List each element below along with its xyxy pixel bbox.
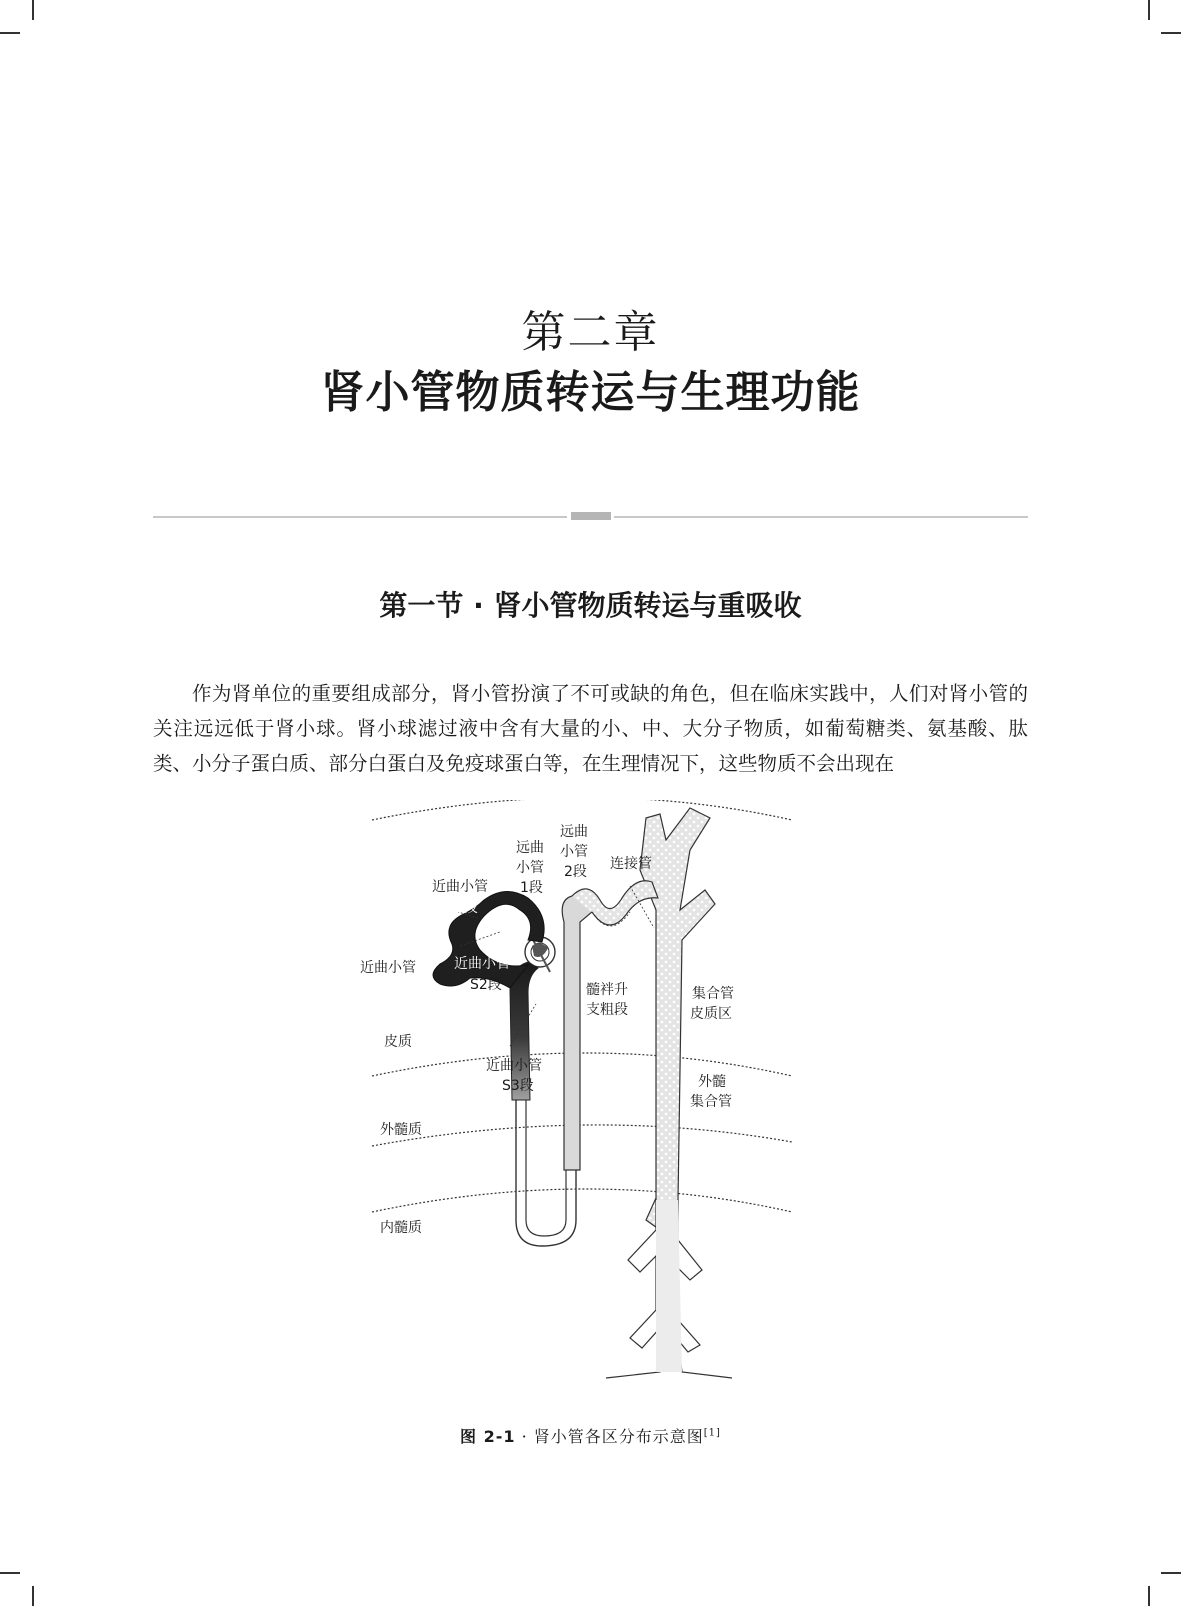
- label-pct-s1: 近曲小管: [432, 879, 488, 895]
- label-dct2-a: 远曲: [560, 824, 588, 840]
- label-outer-medulla: 外髓质: [380, 1122, 422, 1138]
- section-title: 第一节 · 肾小管物质转运与重吸收: [379, 589, 802, 622]
- crop-mark: [1148, 0, 1150, 20]
- label-tal-a: 髓袢升: [586, 982, 628, 998]
- label-dct2-c: 2段: [564, 864, 587, 880]
- label-connecting: 连接管: [610, 856, 652, 872]
- crop-mark: [32, 1586, 34, 1606]
- label-pct-s1-seg: S1段: [446, 900, 478, 916]
- figure-caption-text: · 肾小管各区分布示意图: [515, 1427, 704, 1446]
- label-pct-s3: 近曲小管: [486, 1058, 542, 1074]
- label-inner-medulla: 内髓质: [380, 1220, 422, 1236]
- chapter-number: 第二章: [521, 307, 660, 358]
- figure-citation: [1]: [703, 1427, 721, 1439]
- label-cortex: 皮质: [384, 1034, 412, 1050]
- outer-medulla-boundary: [372, 1125, 792, 1146]
- label-dct2-b: 小管: [560, 844, 588, 860]
- crop-mark: [32, 0, 34, 20]
- body-paragraph: 作为肾单位的重要组成部分，肾小管扮演了不可或缺的角色，但在临床实践中，人们对肾小管的关注远远低于肾小球。肾小球滤过液中含有大量的小、中、大分子物质，如葡萄糖类、氨基酸、肽类、小分子蛋白质、部分白蛋白及免疫球蛋白等，在生理情况下，这些物质不会出现在: [153, 682, 1028, 775]
- label-pct-s2-seg: S2段: [470, 977, 502, 993]
- chapter-title: 肾小管物质转运与生理功能: [320, 367, 861, 418]
- label-pct: 近曲小管: [360, 960, 416, 976]
- cortex-top-boundary: [372, 800, 792, 820]
- label-cd-cortex-a: 集合管: [692, 986, 734, 1002]
- section-divider: [153, 516, 1028, 518]
- thick-ascending-limb: [562, 895, 592, 1170]
- label-cd-outer-a: 外髓: [698, 1074, 726, 1090]
- label-tal-b: 支粗段: [586, 1002, 628, 1018]
- figure-caption: [0, 1424, 1181, 1447]
- crop-mark: [1148, 1586, 1150, 1606]
- label-cd-outer-b: 集合管: [690, 1094, 732, 1110]
- label-pct-s2: 近曲小管: [454, 956, 510, 972]
- label-dct1-b: 小管: [516, 860, 544, 876]
- label-dct1-a: 远曲: [516, 840, 544, 856]
- inner-medulla-boundary: [372, 1189, 792, 1212]
- crop-mark: [0, 32, 20, 34]
- crop-mark: [1161, 1572, 1181, 1574]
- label-cd-cortex-b: 皮质区: [690, 1006, 732, 1022]
- crop-mark: [1161, 32, 1181, 34]
- label-dct1-c: 1段: [520, 880, 543, 896]
- cortex-medulla-boundary: [372, 1053, 792, 1076]
- crop-mark: [0, 1572, 20, 1574]
- figure-number: 图 2-1: [460, 1427, 516, 1446]
- label-pct-s3-seg: S3段: [502, 1078, 534, 1094]
- nephron-diagram: [360, 800, 820, 1418]
